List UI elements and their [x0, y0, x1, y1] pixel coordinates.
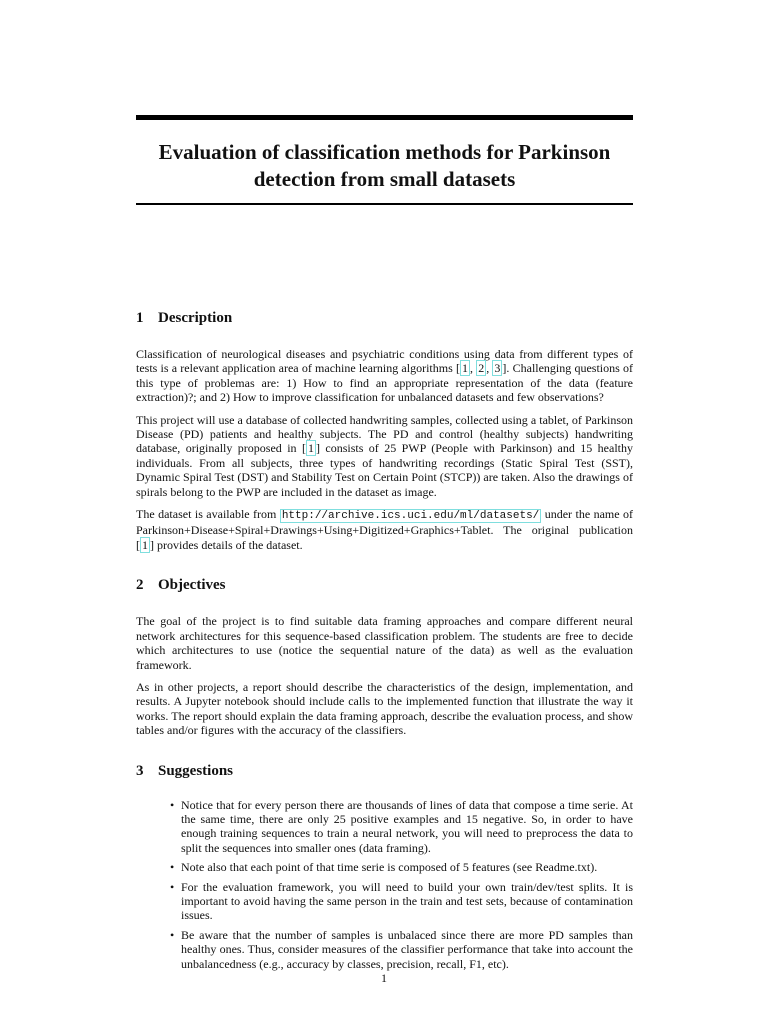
section-number: 2: [136, 577, 144, 594]
section-heading-suggestions: [136, 758, 633, 784]
bullet-icon: •: [170, 860, 175, 875]
list-item: [136, 798, 633, 856]
text-run: ] provides details of the dataset.: [150, 537, 303, 552]
section-number: 1: [136, 310, 144, 326]
citation-link[interactable]: 1: [307, 441, 314, 456]
list-item: [136, 928, 633, 971]
title-bottom-rule: [136, 203, 633, 205]
section-heading-description: [136, 305, 633, 331]
list-item-text: Notice that for every person there are thousands of lines of data that compose a time serie. At the same time, there are only 25 positive examples and 15 negative. So, in order to have enough training sequences to train a neural network, you will need to preprocess the data to split the sequences into smaller ones (data framing).: [181, 797, 633, 855]
list-item: [136, 880, 633, 923]
section-title: Suggestions: [158, 762, 234, 779]
list-item-text: Be aware that the number of samples is unbalaced since there are more PD samples than healthy ones. Thus, consider measures of the classifier performance that take into account the unbalancedness (e.g., accuracy by classes, precision, recall, F1, etc).: [181, 927, 633, 971]
paragraph: The goal of the project is to find suitable data framing approaches and compare different neural network architectures for this sequence-based classification problem. The students are free to decide which architectures to use (notice the sequential nature of the data) as well as the evaluation framework.: [136, 614, 633, 672]
text-run: ] consists of 25 PWP (People with Parkinson) and 15 healthy individuals. From all subjects, three types of handwriting recordings (Static Spiral Test (SST), Dynamic Spiral Test (DST) and Stability Test on Certain Point (STCP)) are taken. Also the drawings of spirals belong to the PWP are included in the dataset as image.: [136, 441, 634, 499]
paragraph: [136, 413, 633, 499]
page-number: 1: [381, 971, 387, 985]
section-number: 3: [136, 762, 144, 779]
list-item-text: For the evaluation framework, you will need to build your own train/dev/test splits. It is important to avoid having the same person in the train and test sets, because of contamination issues.: [181, 879, 633, 923]
citation-link[interactable]: 3: [494, 361, 501, 376]
section-title: Objectives: [158, 577, 226, 594]
dataset-url-link[interactable]: http://archive.ics.uci.edu/ml/datasets/: [281, 510, 540, 523]
bullet-icon: •: [170, 797, 175, 812]
text-run: The dataset is available from: [136, 507, 280, 522]
paragraph: [136, 347, 633, 405]
citation-link[interactable]: 1: [142, 537, 148, 552]
text-run: ,: [469, 361, 477, 376]
list-item: [136, 860, 633, 874]
bullet-icon: •: [170, 879, 175, 894]
paragraph: [136, 507, 633, 552]
text-run: ,: [486, 361, 493, 376]
paragraph: As in other projects, a report should describe the characteristics of the design, implementation, and results. A Jupyter notebook should include calls to the implemented function that illustrate the way it works. The report should explain the data framing approach, describe the evaluation process, and show tables and/or figures with the accuracy of the classifiers.: [136, 679, 633, 738]
paper-body: [136, 305, 633, 976]
section-heading-objectives: [136, 572, 633, 598]
text-run: Classification of neurological diseases and psychiatric conditions using data from different types of tests is a relevant application area of machine learning algorithms [: [136, 347, 633, 376]
bullet-icon: •: [170, 927, 175, 942]
suggestions-list: [136, 798, 633, 971]
paper-title: Evaluation of classification methods for Parkinson detection from small datasets: [158, 140, 611, 191]
title-top-rule: [136, 115, 633, 120]
citation-link[interactable]: 2: [478, 361, 485, 376]
text-run: This project will use a database of collected handwriting samples, collected using a tablet, of Parkinson Disease (PD) patients and healthy subjects. The PD and control (healthy subjects) handwriting database, originally proposed in [: [136, 412, 633, 456]
text-run: under the name of Parkinson+Disease+Spiral+Drawings+Using+Digitized+Graphics+Tablet. The original publication [: [136, 507, 634, 552]
text-run: ]. Challenging questions of this type of problemas are: 1) How to find an appropriate representation of the data (feature extraction)?; and 2) How to improve classification for unbalanced datasets and few observations?: [136, 361, 634, 405]
citation-link[interactable]: 1: [461, 361, 468, 376]
list-item-text: Note also that each point of that time serie is composed of 5 features (see Readme.txt).: [181, 860, 598, 875]
section-title: Description: [158, 310, 233, 326]
